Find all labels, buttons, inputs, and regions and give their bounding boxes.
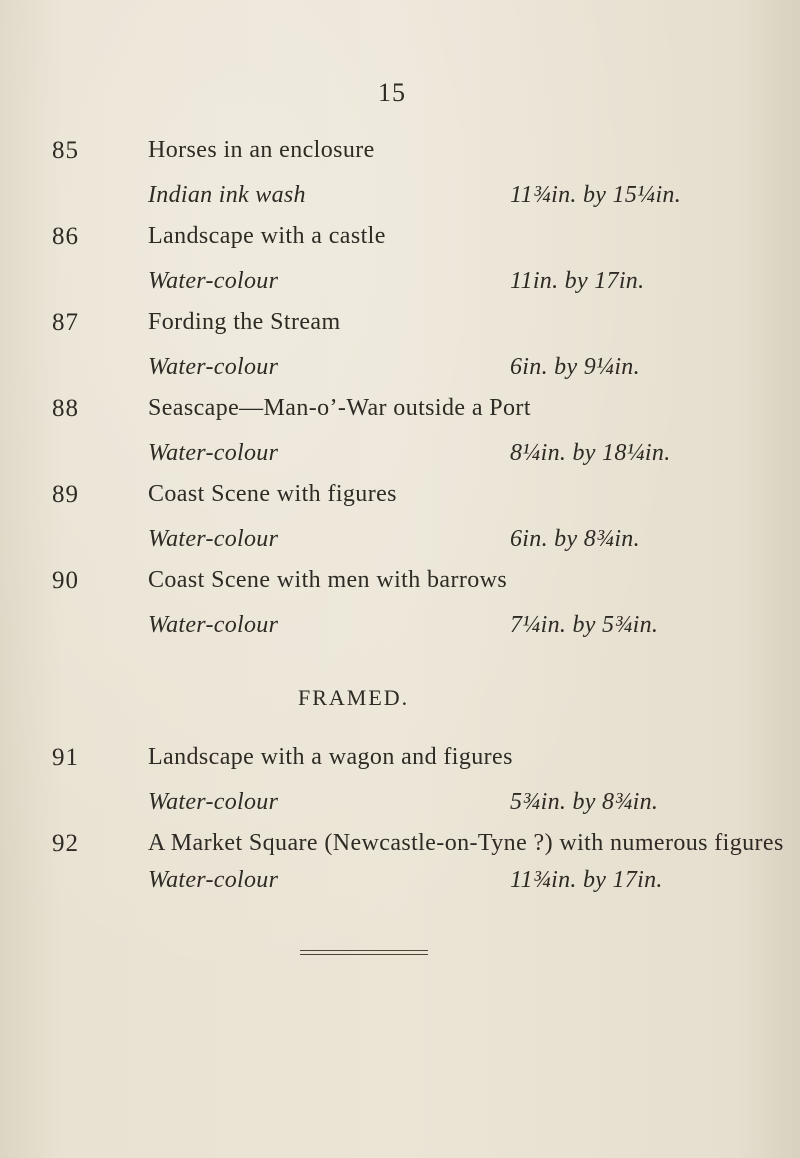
lot-title: Horses in an enclosure: [148, 137, 375, 163]
lot-medium: Indian ink wash: [148, 182, 306, 208]
lot-medium: Water-colour: [148, 867, 279, 893]
lot-size: 11in. by 17in.: [510, 268, 645, 294]
end-rule: [300, 954, 428, 955]
lot-number: 92: [52, 830, 79, 857]
lot-medium: Water-colour: [148, 268, 279, 294]
lot-title: Seascape—Man-o’-War outside a Port: [148, 395, 531, 421]
lot-title: A Market Square (Newcastle-on-Tyne ?) with numerous figures: [148, 830, 784, 856]
end-rule: [300, 950, 428, 951]
lot-title: Fording the Stream: [148, 309, 341, 335]
lot-size: 11¾in. by 15¼in.: [510, 182, 682, 208]
lot-title: Landscape with a wagon and figures: [148, 744, 513, 770]
lot-number: 89: [52, 481, 79, 508]
page-number: 15: [378, 78, 406, 107]
lot-medium: Water-colour: [148, 789, 279, 815]
lot-number: 87: [52, 309, 79, 336]
section-heading: FRAMED.: [298, 685, 410, 710]
lot-size: 6in. by 8¾in.: [510, 526, 640, 552]
lot-medium: Water-colour: [148, 526, 279, 552]
lot-title: Landscape with a castle: [148, 223, 386, 249]
lot-medium: Water-colour: [148, 612, 279, 638]
lot-number: 91: [52, 744, 79, 771]
lot-title: Coast Scene with men with barrows: [148, 567, 508, 593]
lot-number: 86: [52, 223, 79, 250]
lot-title: Coast Scene with figures: [148, 481, 397, 507]
lot-size: 11¾in. by 17in.: [510, 867, 663, 893]
lot-size: 8¼in. by 18¼in.: [510, 440, 671, 466]
lot-number: 85: [52, 137, 79, 164]
lot-medium: Water-colour: [148, 354, 279, 380]
lot-size: 7¼in. by 5¾in.: [510, 612, 659, 638]
lot-medium: Water-colour: [148, 440, 279, 466]
lot-size: 6in. by 9¼in.: [510, 354, 640, 380]
lot-size: 5¾in. by 8¾in.: [510, 789, 659, 815]
lot-number: 90: [52, 567, 79, 594]
lot-number: 88: [52, 395, 79, 422]
